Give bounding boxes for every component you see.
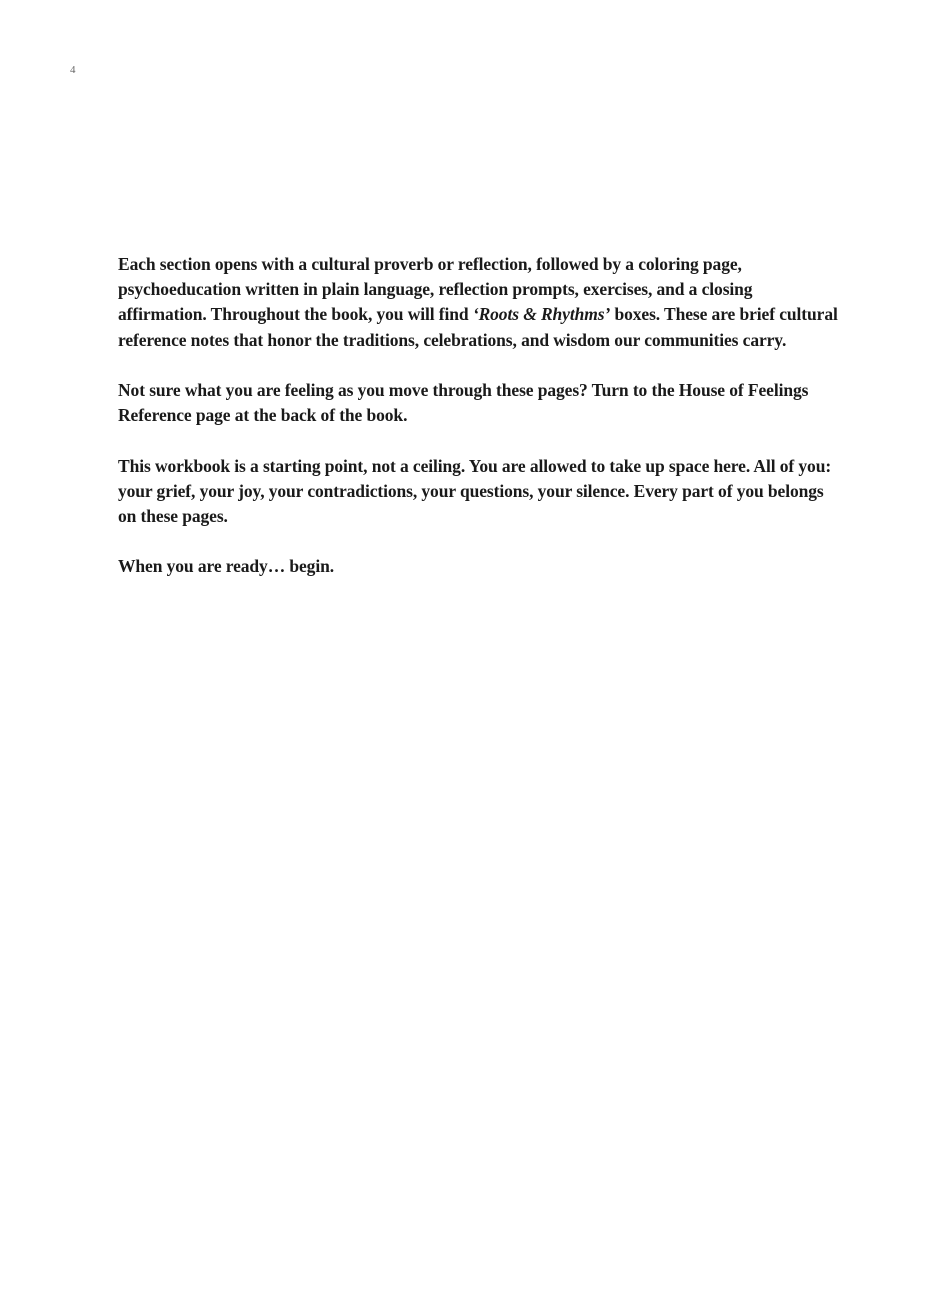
paragraph-begin: When you are ready… begin. [118,556,335,577]
body-text [118,252,838,605]
paragraph-sections-overview [118,252,838,353]
paragraph-text: Each section opens with a cultural proverb or reflection, followed by a coloring page, psychoeducation written in plain language, reflection prompts, exercises, and a closing affirmation. Throughout the book, you will find [118,254,753,325]
paragraph-feelings-reference: Not sure what you are feeling as you move through these pages? Turn to the House of Feelings Reference page at the back of the book. [118,380,809,426]
paragraph-text: boxes. These are brief cultural reference notes that honor the traditions, celebrations, and wisdom our communities carry. [118,304,838,350]
paragraph-starting-point: This workbook is a starting point, not a ceiling. You are allowed to take up space here. All of you: your grief, your joy, your contradictions, your questions, your silence. Every part of you belongs on these pages. [118,455,832,526]
roots-and-rhythms-title: ‘Roots & Rhythms’ [472,304,611,325]
page-number: 4 [70,64,76,76]
